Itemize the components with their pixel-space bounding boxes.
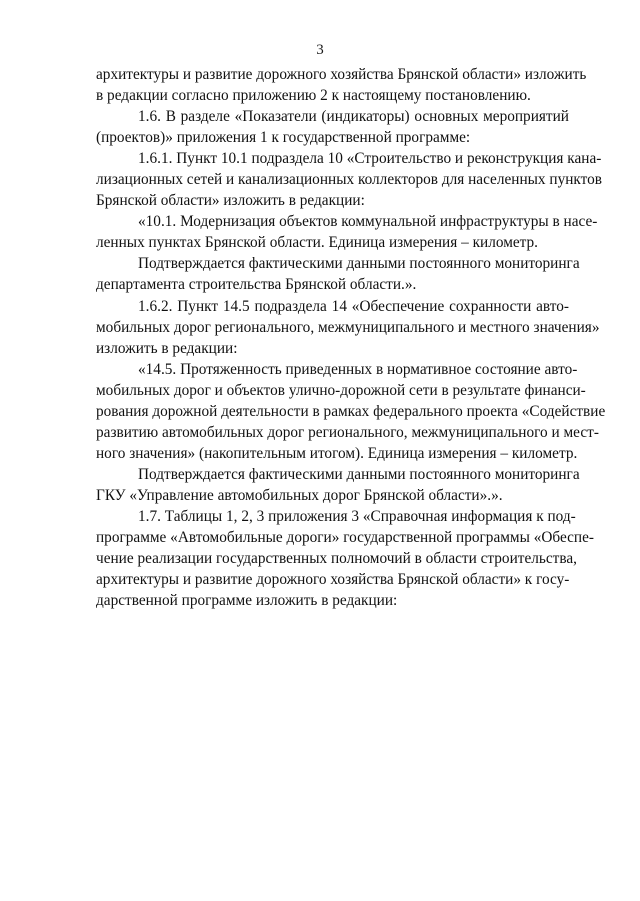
text-line: изложить в редакции: xyxy=(96,339,238,357)
text-line: мобильных дорог регионального, межмуниципального и местного значения» xyxy=(96,318,600,336)
body-text xyxy=(96,64,606,611)
text-line: дарственной программе изложить в редакции: xyxy=(96,592,398,610)
text-line: департамента строительства Брянской области.». xyxy=(96,276,417,294)
text-line: 1.6.1. Пункт 10.1 подраздела 10 «Строительство и реконструкция кана- xyxy=(138,150,602,168)
text-line: Подтверждается фактическими данными постоянного мониторинга xyxy=(138,255,580,273)
text-line: ленных пунктах Брянской области. Единица измерения – километр. xyxy=(96,234,539,252)
text-line: развитию автомобильных дорог регионального, межмуниципального и мест- xyxy=(96,423,599,441)
text-line: чение реализации государственных полномочий в области строительства, xyxy=(96,550,577,568)
text-line: «14.5. Протяженность приведенных в нормативное состояние авто- xyxy=(138,360,578,378)
text-line: ГКУ «Управление автомобильных дорог Брянской области».». xyxy=(96,486,503,504)
text-line: 1.7. Таблицы 1, 2, 3 приложения 3 «Справочная информация к под- xyxy=(138,507,576,525)
text-line: архитектуры и развитие дорожного хозяйства Брянской области» изложить xyxy=(96,66,587,83)
text-line: «10.1. Модернизация объектов коммунальной инфраструктуры в насе- xyxy=(138,213,598,231)
text-line: ного значения» (накопительным итогом). Единица измерения – километр. xyxy=(96,444,578,462)
text-line: архитектуры и развитие дорожного хозяйства Брянской области» к госу- xyxy=(96,571,570,589)
text-line: (проектов)» приложения 1 к государственной программе: xyxy=(96,129,471,147)
text-line: рования дорожной деятельности в рамках федерального проекта «Содействие xyxy=(96,402,606,420)
text-line: Подтверждается фактическими данными постоянного мониторинга xyxy=(138,465,580,483)
text-line: лизационных сетей и канализационных коллекторов для населенных пунктов xyxy=(96,171,602,189)
page-number: 3 xyxy=(316,42,324,58)
text-line: 1.6.2. Пункт 14.5 подраздела 14 «Обеспечение сохранности авто- xyxy=(138,297,569,315)
text-line: программе «Автомобильные дороги» государственной программы «Обеспе- xyxy=(96,529,594,547)
text-line: мобильных дорог и объектов улично-дорожной сети в результате финанси- xyxy=(96,381,586,399)
text-line: Брянской области» изложить в редакции: xyxy=(96,192,365,210)
text-line: в редакции согласно приложению 2 к настоящему постановлению. xyxy=(96,87,531,105)
text-line: 1.6. В разделе «Показатели (индикаторы) основных мероприятий xyxy=(138,108,569,126)
